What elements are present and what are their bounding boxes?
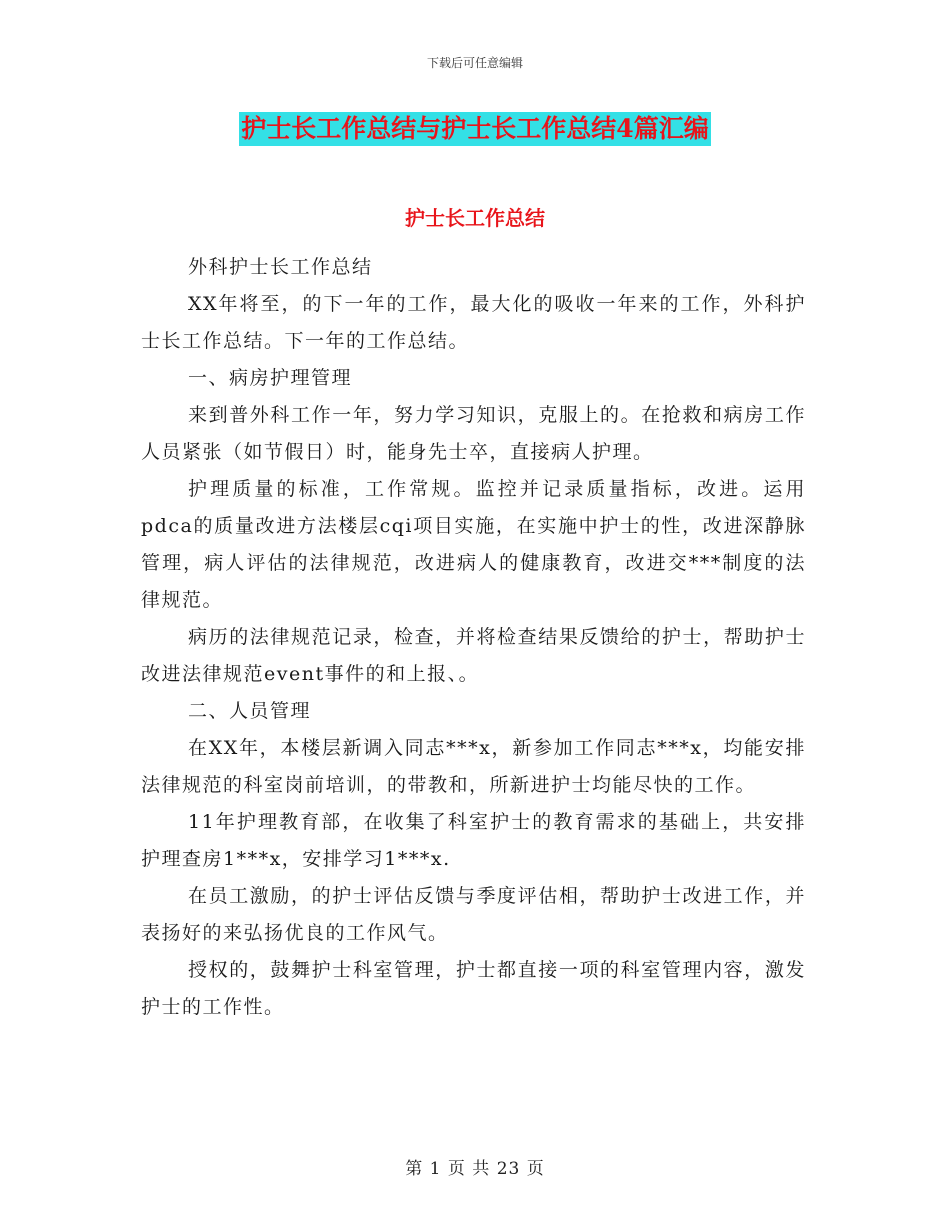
paragraph-heading: 二、人员管理 (188, 700, 312, 722)
document-body (141, 249, 806, 1026)
page-number-footer: 第 1 页 共 23 页 (405, 1159, 545, 1179)
document-title: 护士长工作总结与护士长工作总结4篇汇编 (239, 112, 710, 146)
paragraph: 来到普外科工作一年，努力学习知识，克服上的。在抢救和病房工作人员紧张（如节假日）时，能身先士卒，直接病人护理。 (141, 404, 806, 463)
paragraph: XX年将至，的下一年的工作，最大化的吸收一年来的工作，外科护士长工作总结。下一年的工作总结。 (141, 293, 806, 352)
paragraph-subtitle: 外科护士长工作总结 (188, 256, 373, 278)
paragraph-heading: 一、病房护理管理 (188, 367, 353, 389)
page-header-note: 下载后可任意编辑 (426, 56, 523, 70)
section-title: 护士长工作总结 (405, 206, 545, 230)
paragraph: 护理质量的标准，工作常规。监控并记录质量指标，改进。运用pdca的质量改进方法楼层cqi项目实施，在实施中护士的性，改进深静脉管理，病人评估的法律规范，改进病人的健康教育，改进交***制度的法律规范。 (141, 478, 806, 611)
paragraph: 11年护理教育部，在收集了科室护士的教育需求的基础上，共安排护理查房1***x，安排学习1***x. (141, 811, 806, 870)
paragraph: 病历的法律规范记录，检查，并将检查结果反馈给的护士，帮助护士改进法律规范event事件的和上报、。 (141, 626, 806, 685)
paragraph: 授权的，鼓舞护士科室管理，护士都直接一项的科室管理内容，激发护士的工作性。 (141, 959, 806, 1018)
paragraph: 在XX年，本楼层新调入同志***x，新参加工作同志***x，均能安排法律规范的科室岗前培训，的带教和，所新进护士均能尽快的工作。 (141, 737, 806, 796)
document-title-container (0, 112, 950, 146)
paragraph: 在员工激励，的护士评估反馈与季度评估相，帮助护士改进工作，并表扬好的来弘扬优良的工作风气。 (141, 885, 806, 944)
